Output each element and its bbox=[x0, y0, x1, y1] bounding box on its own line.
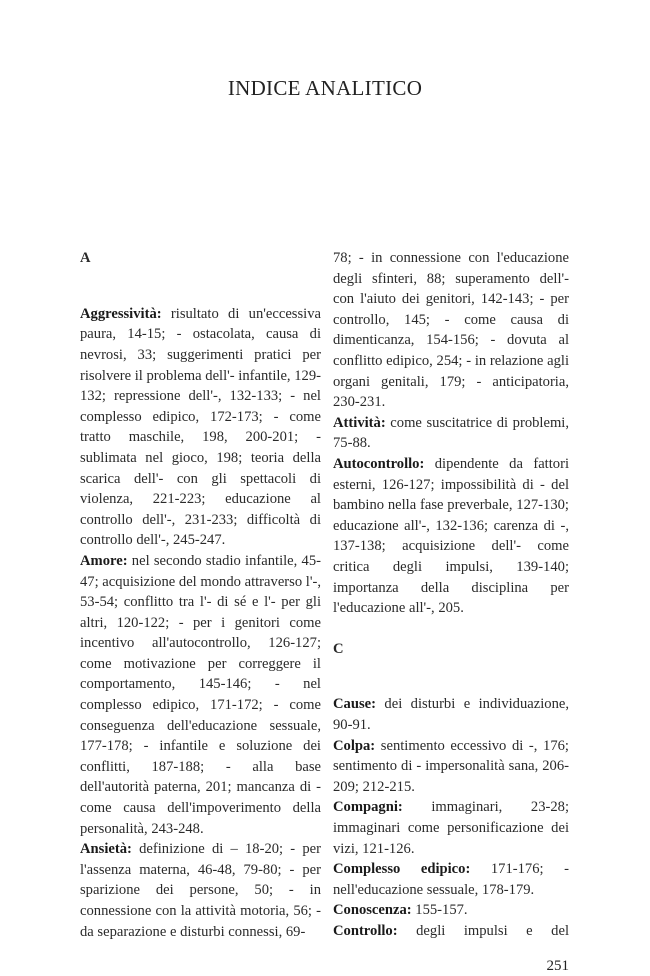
entry-text: dipendente da fattori esterni, 126-127; impossibilità di - del bambino nella fase preverbale, 127-130; educazione all'-, 132-136; carenza di -, 137-138; acquisizione dell'- come critica degli impulsi, 139-140; importanza della disciplina per l'educazione all'-, 205. bbox=[333, 455, 569, 617]
index-body bbox=[80, 248, 569, 976]
section-letter-a: A bbox=[80, 250, 91, 266]
entry-term-sep: : bbox=[122, 552, 128, 569]
index-entry-complesso-edipico bbox=[333, 859, 569, 900]
entry-term-sep: : bbox=[419, 455, 425, 472]
index-entry-ansieta-continued bbox=[333, 248, 569, 413]
section-letter-c: C bbox=[333, 640, 344, 657]
entry-term: Attività bbox=[333, 414, 381, 431]
entry-term: Controllo: bbox=[333, 923, 398, 939]
entry-term: Amore bbox=[80, 552, 123, 569]
index-entry-controllo bbox=[333, 921, 569, 942]
index-entry-autocontrollo bbox=[333, 454, 569, 619]
entry-term: Conoscenza: bbox=[333, 902, 412, 919]
page-title: INDICE ANALITICO bbox=[227, 76, 423, 100]
index-entry-aggressivita bbox=[80, 304, 321, 551]
index-entry-conoscenza bbox=[333, 900, 569, 921]
index-column-left bbox=[80, 248, 321, 942]
entry-term: Ansietà bbox=[80, 841, 128, 858]
index-entry-attivita bbox=[333, 413, 569, 454]
entry-text: come suscitatrice di problemi, 75-88. bbox=[333, 414, 569, 452]
entry-term: Cause: bbox=[333, 696, 376, 713]
entry-text: 155-157. bbox=[411, 902, 468, 919]
index-entry-colpa bbox=[333, 736, 569, 798]
index-entry-ansieta bbox=[80, 839, 321, 942]
entry-text: sentimento eccessivo di -, 176; sentimento di - impersonalità sana, 206-209; 212-215. bbox=[333, 737, 569, 795]
index-column-right bbox=[333, 248, 569, 942]
page-number: 251 bbox=[546, 958, 569, 975]
index-entry-cause bbox=[333, 694, 569, 735]
index-columns bbox=[80, 248, 569, 942]
entry-term: Colpa: bbox=[333, 737, 376, 754]
entry-term-sep: : bbox=[380, 414, 386, 431]
entry-term: Aggressività bbox=[80, 305, 157, 322]
entry-term: Autocontrollo bbox=[333, 455, 420, 472]
entry-text: degli impulsi e del bbox=[397, 923, 569, 939]
entry-text: 171-176; - nell'educazione sessuale, 178-179. bbox=[333, 861, 569, 898]
entry-term-sep: : bbox=[127, 841, 132, 858]
entry-text: nel secondo stadio infantile, 45-47; acquisizione del mondo attraverso l'-, 53-54; conflitto tra l'- di sé e l'- per gli altri, 120-122; - per i genitori come incentivo all'autocontrollo, 126-127; come motivazione per correggere il comportamento, 145-146; - nel complesso edipico, 171-172; - come conseguenza dell'educazione sessuale, 177-178; - infantile e soluzione dei conflitti, 187-188; - alla base dell'autorità paterna, 201; mancanza di - come causa dell'impoverimento della personalità, 243-248. bbox=[80, 552, 321, 837]
entry-text: dei disturbi e individuazione, 90-91. bbox=[333, 696, 569, 734]
entry-text: 78; - in connessione con l'educazione degli sfinteri, 88; superamento dell'- con l'aiuto dei genitori, 142-143; - per controllo, 145; - come causa di dimenticanza, 154-156; - dovuta al conflitto edipico, 254; - in relazione agli organi genitali, 179; - anticipatoria, 230-231. bbox=[333, 250, 569, 411]
entry-term-sep: : bbox=[156, 305, 162, 322]
entry-text: definizione di – 18-20; - per l'assenza materna, 46-48, 79-80; - per sparizione dei persone, 50; - in connessione con la attività motoria, 56; - da separazione e disturbi connessi, 69- bbox=[80, 841, 321, 940]
index-entry-amore bbox=[80, 551, 321, 839]
entry-text: immaginari, 23-28; immaginari come personificazione dei vizi, 121-126. bbox=[333, 799, 569, 857]
index-entry-compagni bbox=[333, 797, 569, 859]
entry-text: risultato di un'eccessiva paura, 14-15; - ostacolata, causa di nevrosi, 33; suggerimenti pratici per risolvere il problema dell'- infantile, 129-132; repressione dell'-, 132-133; - nel complesso edipico, 172-173; - come tratto maschile, 198, 200-201; - sublimata nel gioco, 198; teoria della scarica dell'- con gli spettacoli di violenza, 221-223; educazione al controllo dell'-, 231-233; difficoltà di controllo dell'-, 245-247. bbox=[80, 305, 321, 549]
entry-term: Compagni: bbox=[333, 799, 403, 816]
entry-term: Complesso edipico: bbox=[333, 861, 471, 878]
